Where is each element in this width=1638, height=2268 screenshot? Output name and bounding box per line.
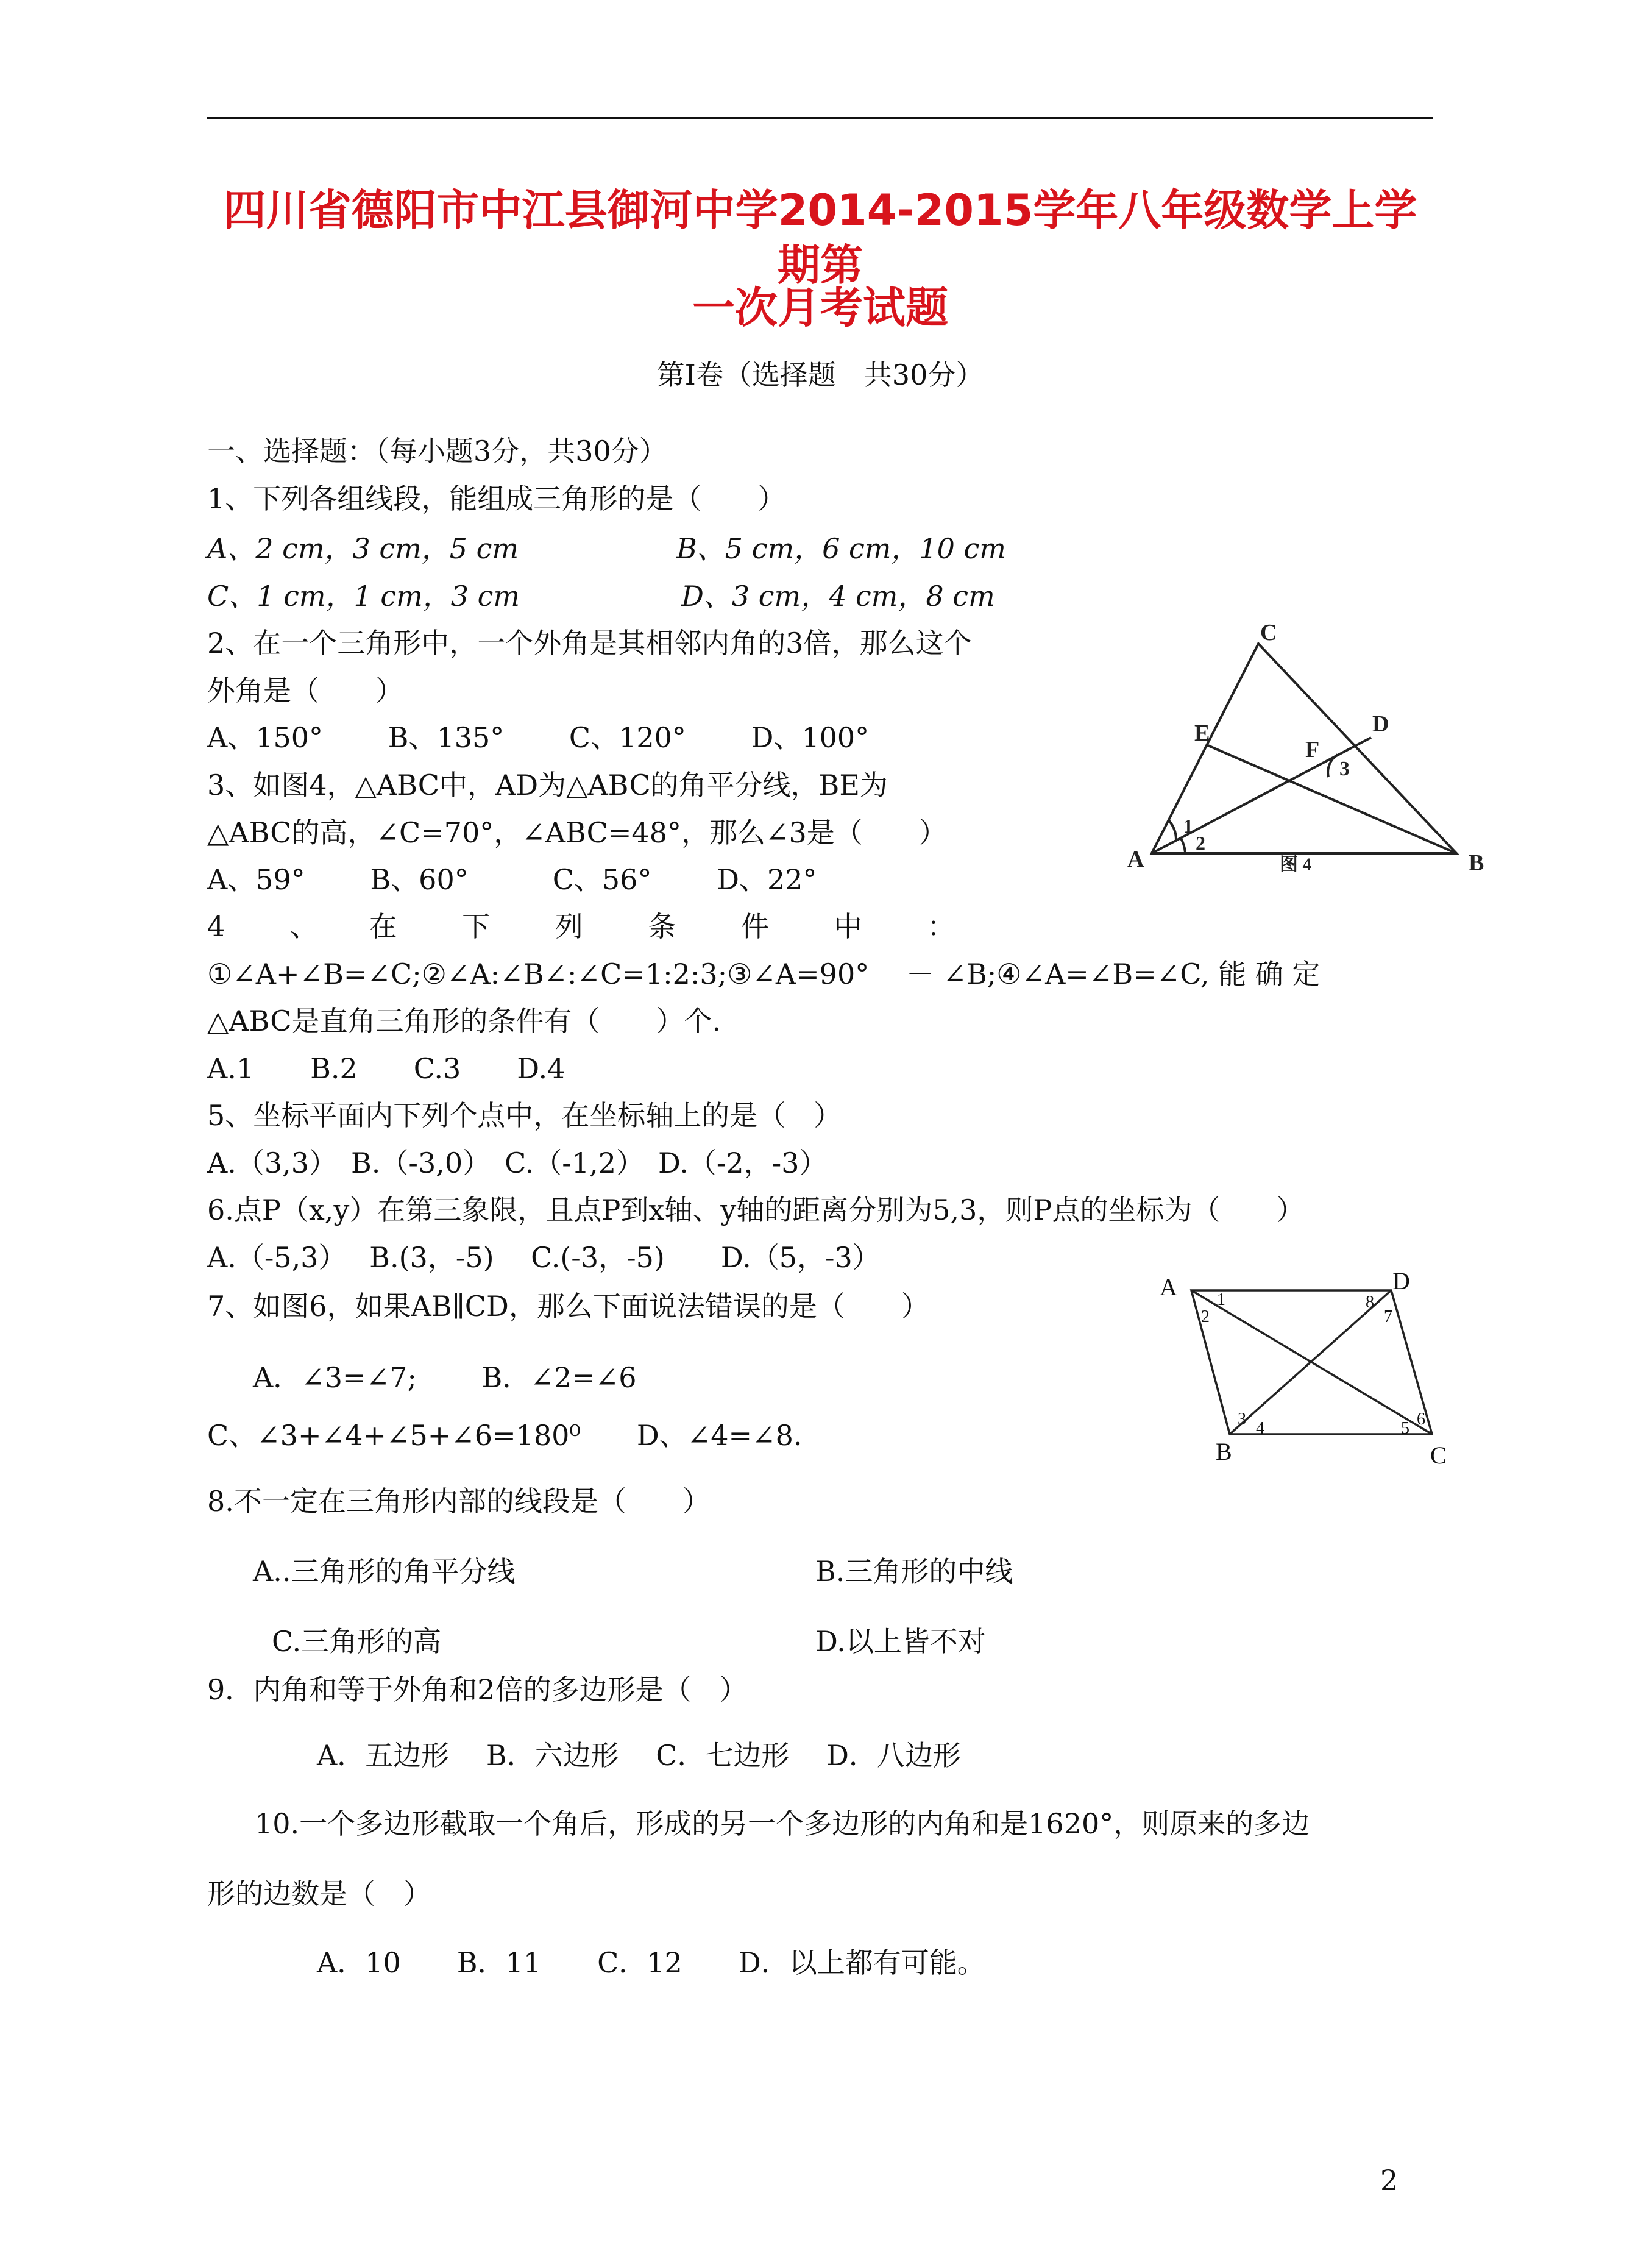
label-e: E (1194, 720, 1210, 746)
question-10-stem-line-2: 形的边数是（ ） (207, 1877, 431, 1910)
label-a: A (1127, 847, 1144, 872)
question-8-option-d: D.以上皆不对 (815, 1625, 986, 1658)
question-5-options: A.（3,3） B.（-3,0） C.（-1,2） D.（-2，-3） (207, 1146, 828, 1179)
question-10-stem-line-1: 10.一个多边形截取一个角后，形成的另一个多边形的内角和是1620°，则原来的多边 (255, 1807, 1310, 1840)
part-heading: 一、选择题：（每小题3分，共30分） (207, 435, 667, 467)
angle-2-label: 2 (1196, 832, 1205, 854)
label-d: D (1392, 1267, 1410, 1295)
header-rule (207, 117, 1433, 119)
angle-1-label: 1 (1183, 815, 1193, 837)
page-title-line-2: 一次月考试题 (692, 283, 948, 333)
question-8-option-a: A..三角形的角平分线 (253, 1555, 516, 1588)
figure-6-quadrilateral (1155, 1265, 1459, 1466)
question-9-options: A．五边形 B．六边形 C．七边形 D．八边形 (317, 1739, 961, 1772)
angle-6-label: 6 (1417, 1410, 1425, 1429)
question-4-stem-line-2: ①∠A+∠B=∠C;②∠A:∠B∠:∠C=1:2:3;③∠A=90° － ∠B;④∠A=∠B=∠C, 能 确 定 (207, 958, 1321, 990)
angle-3-label: 3 (1339, 758, 1350, 780)
angle-7-label: 7 (1384, 1307, 1392, 1326)
question-10-options: A．10 B．11 C．12 D．以上都有可能。 (317, 1946, 985, 1979)
angle-2-label: 2 (1201, 1307, 1210, 1326)
label-a: A (1160, 1273, 1177, 1301)
question-3-options: A、59° B、60° C、56° D、22° (207, 863, 817, 896)
label-c: C (1430, 1441, 1447, 1466)
question-6-options: A.（-5,3） B.(3，-5) C.(-3，-5) D.（5，-3） (207, 1241, 881, 1274)
question-4-stem-line-1: 4 、 在 下 列 条 件 中 ： (207, 910, 956, 943)
angle-8-label: 8 (1366, 1293, 1374, 1312)
question-3-stem-line-1: 3、如图4，△ABC中，AD为△ABC的角平分线，BE为 (207, 769, 888, 802)
label-d: D (1372, 711, 1389, 737)
angle-1-label: 1 (1217, 1290, 1225, 1309)
question-7-options-ab: A．∠3=∠7; B．∠2=∠6 (253, 1361, 637, 1394)
angle-3-label: 3 (1238, 1410, 1246, 1429)
question-2-stem-line-1: 2、在一个三角形中，一个外角是其相邻内角的3倍，那么这个 (207, 627, 972, 659)
angle-4-label: 4 (1256, 1419, 1264, 1438)
angle-5-label: 5 (1401, 1419, 1409, 1438)
angle-1-arc (1169, 820, 1176, 840)
question-7-options-cd: C、∠3+∠4+∠5+∠6=180⁰ D、∠4=∠8. (207, 1419, 803, 1452)
question-3-stem-line-2: △ABC的高，∠C=70°，∠ABC=48°，那么∠3是（ ） (207, 816, 947, 849)
question-4-options: A.1 B.2 C.3 D.4 (207, 1052, 566, 1085)
question-7-stem: 7、如图6，如果AB∥CD，那么下面说法错误的是（ ） (207, 1290, 929, 1323)
question-8-stem: 8.不一定在三角形内部的线段是（ ） (207, 1485, 711, 1518)
question-8-option-c: C.三角形的高 (272, 1625, 442, 1658)
angle-2-arc (1180, 837, 1185, 853)
question-1-stem: 1、下列各组线段，能组成三角形的是（ ） (207, 482, 786, 515)
question-4-stem-line-3: △ABC是直角三角形的条件有（ ）个. (207, 1004, 722, 1037)
question-1-option-d: D、3 cm，4 cm，8 cm (681, 580, 995, 613)
triangle-abc (1152, 644, 1456, 853)
label-c: C (1260, 620, 1277, 645)
label-b: B (1216, 1438, 1232, 1465)
label-b: B (1469, 850, 1484, 876)
question-9-stem: 9．内角和等于外角和2倍的多边形是（ ） (207, 1673, 748, 1706)
question-1-option-c: C、1 cm，1 cm，3 cm (207, 580, 520, 613)
question-1-option-b: B、5 cm，6 cm，10 cm (676, 532, 1006, 565)
section-heading: 第Ⅰ卷（选择题 共30分） (656, 358, 984, 391)
diagonal-bd (1230, 1290, 1391, 1434)
label-f: F (1305, 737, 1320, 763)
page-number: 2 (1380, 2164, 1399, 2197)
question-8-option-b: B.三角形的中线 (815, 1555, 1013, 1588)
figure-4-triangle (1127, 616, 1505, 890)
question-2-options: A、150° B、135° C、120° D、100° (207, 721, 870, 754)
angle-3-arc (1328, 755, 1338, 777)
figure-4-caption: 图 4 (1280, 855, 1312, 875)
question-1-option-a: A、2 cm，3 cm，5 cm (207, 532, 519, 565)
question-5-stem: 5、坐标平面内下列个点中，在坐标轴上的是（ ） (207, 1099, 842, 1132)
question-2-stem-line-2: 外角是（ ） (207, 674, 403, 707)
page-title-line-1: 四川省德阳市中江县御河中学2014-2015学年八年级数学上学期第 (223, 185, 1417, 290)
question-6-stem: 6.点P（x,y）在第三象限，且点P到x轴、y轴的距离分别为5,3，则P点的坐标为（ ） (207, 1193, 1305, 1226)
